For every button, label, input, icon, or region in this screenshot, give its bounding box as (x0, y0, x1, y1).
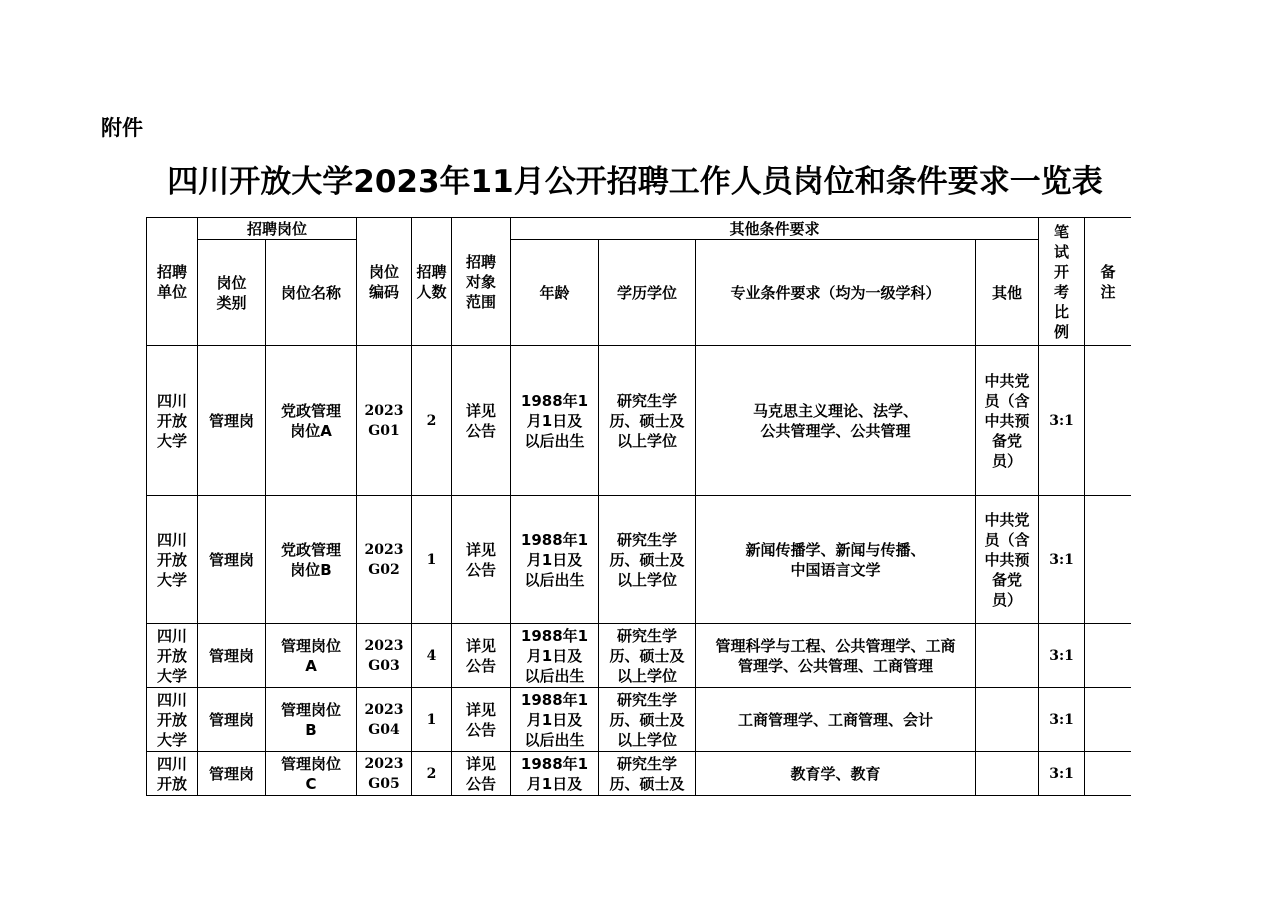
header-category: 岗位 类别 (198, 240, 266, 346)
cell-count: 1 (412, 496, 452, 624)
header-scope: 招聘 对象 范围 (452, 218, 511, 346)
cell-major: 马克思主义理论、法学、 公共管理学、公共管理 (696, 346, 976, 496)
table-row (147, 688, 1132, 752)
header-row-1 (147, 218, 1132, 240)
cell-category: 管理岗 (198, 752, 266, 796)
cell-remarks (1085, 496, 1131, 624)
cell-major: 工商管理学、工商管理、会计 (696, 688, 976, 752)
cell-category: 管理岗 (198, 688, 266, 752)
cell-count: 2 (412, 346, 452, 496)
header-code: 岗位 编码 (357, 218, 412, 346)
cell-major: 教育学、教育 (696, 752, 976, 796)
cell-unit: 四川 开放 (147, 752, 198, 796)
cell-remarks (1085, 752, 1131, 796)
table-row (147, 496, 1132, 624)
cell-education: 研究生学 历、硕士及 以上学位 (599, 688, 696, 752)
header-unit: 招聘 单位 (147, 218, 198, 346)
header-group-positions: 招聘岗位 (198, 218, 357, 240)
cell-major: 管理科学与工程、公共管理学、工商 管理学、公共管理、工商管理 (696, 624, 976, 688)
cell-code: 2023 G05 (357, 752, 412, 796)
cell-ratio: 3:1 (1039, 688, 1085, 752)
cell-education: 研究生学 历、硕士及 以上学位 (599, 346, 696, 496)
cell-education: 研究生学 历、硕士及 (599, 752, 696, 796)
cell-other (976, 624, 1039, 688)
cell-count: 2 (412, 752, 452, 796)
cell-category: 管理岗 (198, 346, 266, 496)
cell-unit: 四川 开放 大学 (147, 688, 198, 752)
cell-position-name: 党政管理 岗位B (266, 496, 357, 624)
header-ratio: 笔 试 开 考 比 例 (1039, 218, 1085, 346)
cell-education: 研究生学 历、硕士及 以上学位 (599, 496, 696, 624)
cell-unit: 四川 开放 大学 (147, 346, 198, 496)
cell-count: 4 (412, 624, 452, 688)
header-education: 学历学位 (599, 240, 696, 346)
recruitment-table (146, 217, 1131, 796)
cell-position-name: 党政管理 岗位A (266, 346, 357, 496)
header-count: 招聘 人数 (412, 218, 452, 346)
header-row-2 (147, 240, 1132, 346)
cell-code: 2023 G01 (357, 346, 412, 496)
cell-unit: 四川 开放 大学 (147, 496, 198, 624)
cell-unit: 四川 开放 大学 (147, 624, 198, 688)
attachment-label: 附件 (101, 116, 143, 140)
cell-code: 2023 G03 (357, 624, 412, 688)
cell-remarks (1085, 346, 1131, 496)
cell-scope: 详见 公告 (452, 496, 511, 624)
cell-count: 1 (412, 688, 452, 752)
cell-position-name: 管理岗位 C (266, 752, 357, 796)
cell-ratio: 3:1 (1039, 346, 1085, 496)
header-group-conditions: 其他条件要求 (511, 218, 1039, 240)
cell-remarks (1085, 688, 1131, 752)
cell-age: 1988年1 月1日及 以后出生 (511, 624, 599, 688)
cell-code: 2023 G02 (357, 496, 412, 624)
cell-scope: 详见 公告 (452, 688, 511, 752)
cell-age: 1988年1 月1日及 (511, 752, 599, 796)
document-title: 四川开放大学2023年11月公开招聘工作人员岗位和条件要求一览表 (167, 164, 1103, 200)
cell-other: 中共党员（含中共预备党员） (976, 496, 1039, 624)
header-age: 年龄 (511, 240, 599, 346)
table-row (147, 346, 1132, 496)
table-row (147, 752, 1132, 796)
cell-ratio: 3:1 (1039, 624, 1085, 688)
recruitment-table-container (146, 217, 1131, 797)
header-other: 其他 (976, 240, 1039, 346)
cell-position-name: 管理岗位 B (266, 688, 357, 752)
table-row (147, 624, 1132, 688)
cell-category: 管理岗 (198, 624, 266, 688)
cell-ratio: 3:1 (1039, 752, 1085, 796)
cell-education: 研究生学 历、硕士及 以上学位 (599, 624, 696, 688)
cell-scope: 详见 公告 (452, 624, 511, 688)
header-position-name: 岗位名称 (266, 240, 357, 346)
cell-age: 1988年1 月1日及 以后出生 (511, 346, 599, 496)
cell-age: 1988年1 月1日及 以后出生 (511, 496, 599, 624)
cell-ratio: 3:1 (1039, 496, 1085, 624)
cell-code: 2023 G04 (357, 688, 412, 752)
header-major: 专业条件要求（均为一级学科） (696, 240, 976, 346)
cell-major: 新闻传播学、新闻与传播、 中国语言文学 (696, 496, 976, 624)
header-remarks: 备 注 (1085, 218, 1131, 346)
cell-position-name: 管理岗位 A (266, 624, 357, 688)
cell-scope: 详见 公告 (452, 346, 511, 496)
cell-other (976, 752, 1039, 796)
cell-category: 管理岗 (198, 496, 266, 624)
cell-other (976, 688, 1039, 752)
cell-remarks (1085, 624, 1131, 688)
cell-scope: 详见 公告 (452, 752, 511, 796)
cell-age: 1988年1 月1日及 以后出生 (511, 688, 599, 752)
cell-other: 中共党员（含中共预备党员） (976, 346, 1039, 496)
